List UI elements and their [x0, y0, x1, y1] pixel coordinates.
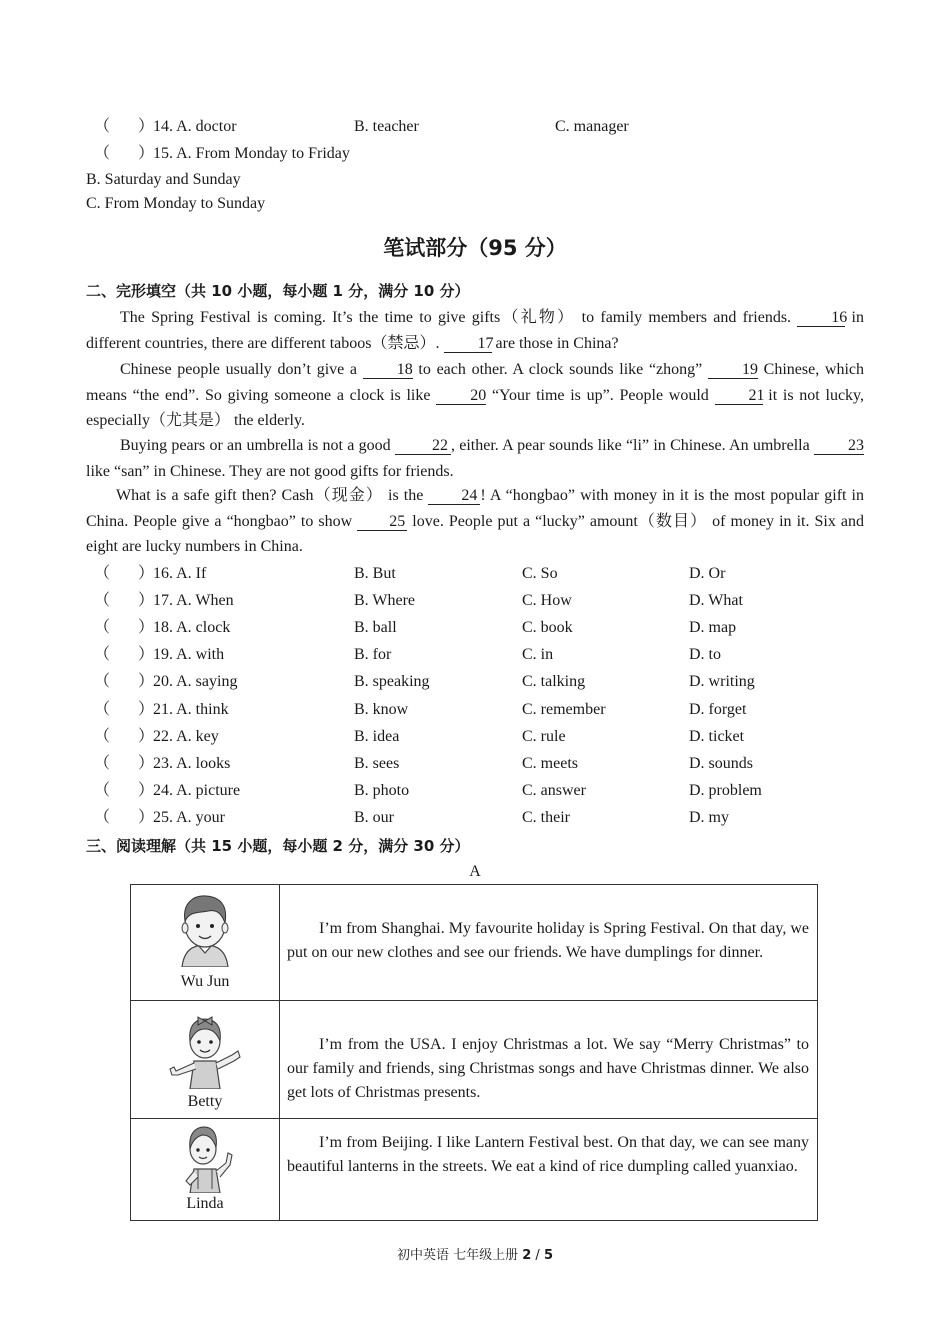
person-name: Wu Jun — [180, 973, 230, 990]
bracket-close: ） — [138, 700, 155, 718]
cloze-paragraph-3 — [86, 433, 864, 484]
reading-heading: 三、阅读理解（共 15 小题，每小题 2 分，满分 30 分） — [86, 837, 470, 855]
bracket-close: ） — [138, 646, 155, 664]
option-c: C. in — [522, 646, 554, 664]
cloze-question-row — [94, 699, 854, 721]
cloze-question-row — [94, 780, 854, 802]
text: The Spring Festival is coming. It’s the time to give gifts（礼物） to family members and friends. — [120, 309, 798, 326]
bracket-open: （ — [94, 781, 111, 799]
bracket-open: （ — [94, 700, 111, 718]
table-row — [131, 885, 817, 1001]
cloze-paragraph-1 — [86, 305, 864, 356]
written-part-title: 笔试部分（95 分） — [383, 236, 567, 260]
option-c: C. How — [522, 592, 572, 610]
cloze-paragraph-2 — [86, 357, 864, 434]
option-d: D. my — [689, 808, 729, 826]
option-a: 21. A. think — [153, 700, 229, 718]
question-14 — [94, 117, 629, 137]
girl-avatar — [168, 1009, 242, 1089]
option-d: D. writing — [689, 673, 755, 691]
option-a: 16. A. If — [153, 565, 207, 582]
blank-24: 24 — [428, 487, 480, 505]
option-d: D. Or — [689, 565, 726, 582]
option-c: C. rule — [522, 727, 566, 745]
person-name: Linda — [186, 1195, 224, 1212]
option-b: B. speaking — [354, 673, 430, 691]
option-b: B. Saturday and Sunday — [86, 171, 241, 188]
option-a: 22. A. key — [153, 727, 219, 745]
text: in different countries, there are different taboos（禁忌）. — [86, 309, 864, 352]
bracket-open: （ — [94, 808, 111, 826]
bracket-close: ） — [138, 118, 155, 135]
person-name: Betty — [187, 1093, 223, 1110]
bracket-close: ） — [138, 727, 155, 745]
cloze-question-row — [94, 807, 854, 829]
picture-cell — [131, 1119, 280, 1220]
option-b: B. Where — [354, 592, 416, 610]
option-c: C. book — [522, 619, 573, 637]
option-c: C. meets — [522, 754, 578, 772]
option-c: C. their — [522, 808, 570, 826]
blank-23: 23 — [814, 437, 864, 455]
passage-label: A — [469, 863, 481, 880]
cloze-paragraph-4 — [86, 483, 864, 560]
cloze-question-row — [94, 590, 854, 612]
text: What is a safe gift then? Cash（现金） is the — [116, 487, 429, 504]
text: like “san” in Chinese. They are not good gifts for friends. — [86, 462, 454, 480]
bracket-close: ） — [138, 592, 155, 610]
bracket-open: （ — [94, 754, 111, 772]
bracket-close: ） — [138, 145, 155, 162]
text: Chinese people usually don’t give a — [120, 361, 363, 378]
bracket-close: ） — [138, 619, 155, 637]
option-b: B. idea — [354, 727, 400, 745]
option-c: C. From Monday to Sunday — [86, 195, 266, 212]
bracket-open: （ — [94, 592, 111, 610]
bracket-close: ） — [138, 673, 155, 691]
option-a: 24. A. picture — [153, 781, 241, 799]
cloze-question-row — [94, 753, 854, 775]
bracket-close: ） — [138, 754, 155, 772]
reading-table — [130, 884, 818, 1221]
blank-21: 21 — [715, 387, 763, 405]
blank-25: 25 — [357, 513, 407, 531]
blank-22: 22 — [395, 437, 451, 455]
text: Chinese, which means “the end”. So giving someone a clock is like — [86, 361, 864, 404]
text: Buying pears or an umbrella is not a good — [120, 437, 395, 454]
option-c: C. manager — [555, 118, 629, 135]
option-b: B. know — [354, 700, 409, 718]
picture-cell — [131, 885, 280, 1000]
option-c: C. remember — [522, 700, 606, 718]
blank-20: 20 — [436, 387, 486, 405]
blank-16: 16 — [797, 309, 845, 327]
option-a: 18. A. clock — [153, 619, 231, 637]
bracket-open: （ — [94, 565, 111, 582]
option-b: B. ball — [354, 619, 397, 637]
blank-17: 17 — [444, 335, 492, 353]
bracket-open: （ — [94, 118, 111, 135]
text: to each other. A clock sounds like “zhong” — [412, 361, 708, 378]
option-d: D. What — [689, 592, 743, 610]
page-number: 2 — [522, 1248, 532, 1263]
cloze-heading: 二、完形填空（共 10 小题，每小题 1 分，满分 10 分） — [86, 282, 470, 300]
person-text: I’m from Beijing. I like Lantern Festival best. On that day, we can see many beautiful lanterns in the streets. We eat a kind of rice dumpling called yuanxiao. — [287, 1134, 809, 1175]
boy-avatar — [168, 891, 242, 967]
table-row — [131, 1001, 817, 1119]
option-c: C. talking — [522, 673, 586, 691]
bracket-open: （ — [94, 673, 111, 691]
cloze-question-row — [94, 644, 854, 666]
option-c: C. answer — [522, 781, 586, 799]
bracket-close: ） — [138, 781, 155, 799]
text: are those in China? — [491, 334, 619, 352]
option-a: 14. A. doctor — [153, 118, 237, 135]
person-text: I’m from Shanghai. My favourite holiday is Spring Festival. On that day, we put on our new clothes and see our friends. We have dumplings for dinner. — [287, 920, 809, 961]
option-b: B. photo — [354, 781, 410, 799]
page-footer — [0, 1246, 950, 1266]
option-b: B. teacher — [354, 118, 419, 135]
cloze-question-row — [94, 617, 854, 639]
option-b: B. for — [354, 646, 392, 664]
option-b: B. sees — [354, 754, 400, 772]
option-a: 17. A. When — [153, 592, 234, 610]
option-a: 20. A. saying — [153, 673, 238, 691]
footer-sep: / — [531, 1248, 544, 1263]
option-c: C. So — [522, 565, 558, 582]
table-row — [131, 1119, 817, 1220]
option-b: B. our — [354, 808, 394, 826]
footer-text: 初中英语 七年级上册 — [396, 1248, 523, 1263]
cloze-question-row — [94, 563, 854, 585]
page-total: 5 — [543, 1248, 553, 1263]
blank-18: 18 — [363, 361, 413, 379]
option-d: D. forget — [689, 700, 747, 718]
blank-19: 19 — [708, 361, 758, 379]
text: , either. A pear sounds like “li” in Chinese. An umbrella — [450, 437, 815, 454]
text: ! A “hongbao” with money in it is the most popular gift in China. People give a “hongbao” to show — [86, 487, 864, 530]
option-a: 25. A. your — [153, 808, 225, 826]
option-d: D. map — [689, 619, 737, 637]
option-d: D. to — [689, 646, 721, 664]
text: love. People put a “lucky” amount（数目） of money in it. Six and eight are lucky numbers in China. — [86, 512, 864, 555]
text: it is not lucky, especially（尤其是） the elderly. — [86, 386, 865, 429]
bracket-close: ） — [138, 808, 155, 826]
option-a: 19. A. with — [153, 646, 225, 664]
bracket-open: （ — [94, 145, 111, 162]
cloze-question-row — [94, 726, 854, 748]
person-text: I’m from the USA. I enjoy Christmas a lot. We say “Merry Christmas” to our family and friends, sing Christmas songs and have Christmas dinner. We also get lots of Christmas presents. — [287, 1036, 809, 1101]
option-d: D. problem — [689, 781, 762, 799]
text: “Your time is up”. People would — [486, 386, 715, 404]
option-d: D. sounds — [689, 754, 754, 772]
option-b: B. But — [354, 565, 396, 582]
option-d: D. ticket — [689, 727, 745, 745]
girl-avatar — [168, 1123, 242, 1193]
bracket-close: ） — [138, 565, 155, 582]
bracket-open: （ — [94, 727, 111, 745]
option-a: 23. A. looks — [153, 754, 231, 772]
bracket-open: （ — [94, 619, 111, 637]
picture-cell — [131, 1001, 280, 1118]
option-a: 15. A. From Monday to Friday — [153, 145, 350, 162]
bracket-open: （ — [94, 646, 111, 664]
cloze-question-row — [94, 671, 854, 693]
question-15 — [94, 144, 350, 164]
